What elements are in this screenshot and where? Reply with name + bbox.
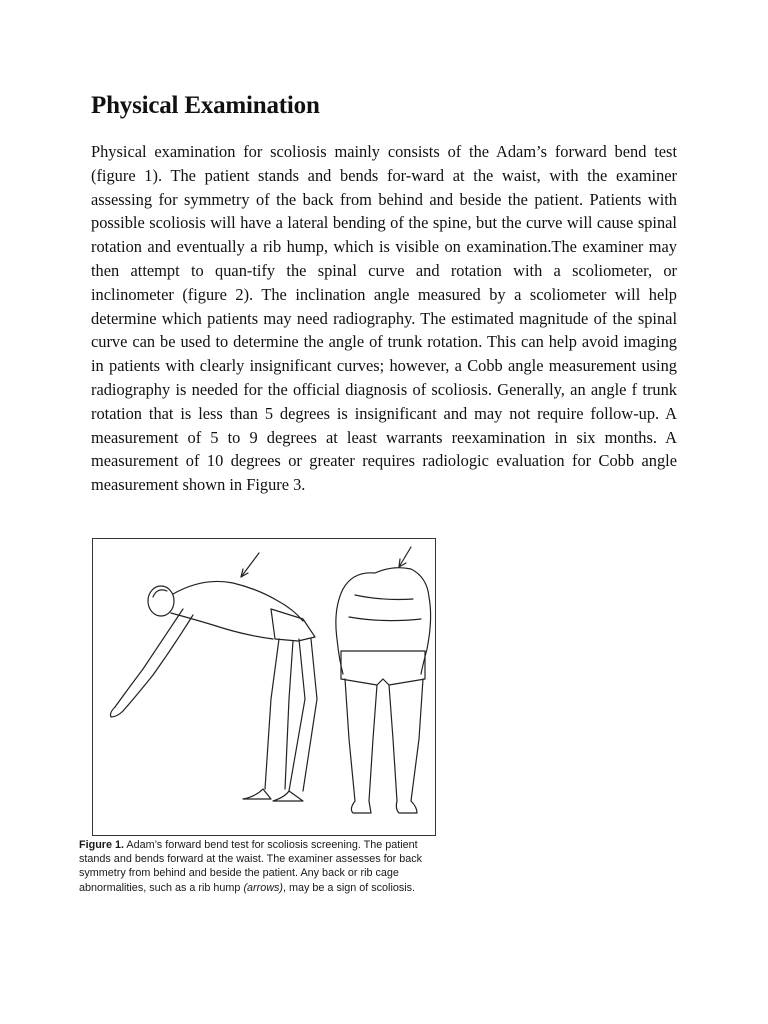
figure-caption [79,838,445,895]
figure-1 [79,538,444,896]
figure-caption-arrows: (arrows) [243,881,284,894]
figure-caption-text-part2: , may be a sign of scoliosis. [283,881,416,894]
side-view-figure [111,553,318,801]
back-view-figure [336,547,431,813]
forward-bend-illustration-icon [93,539,437,837]
body-paragraph: Physical examination for scoliosis mainly consists of the Adam’s forward bend test (figure 1). The patient stands and bends for-ward at the waist, with the examiner assessing for symmetry of the back from behind and beside the patient. Patients with possible scoliosis will have a lateral bending of the spine, but the curve will cause spinal rotation and eventually a rib hump, which is visible on examination.The examiner may then attempt to quan-tify the spinal curve and rotation with a scoliometer, or inclinometer (figure 2). The inclination angle measured by a scoliometer will help determine which patients may need radiography. The estimated magnitude of the spinal curve can be used to determine the angle of trunk rotation. This can help avoid imaging in patients with clearly insignificant curves; however, a Cobb angle measurement using radiography is needed for the official diagnosis of scoliosis. Generally, an angle f trunk rotation that is less than 5 degrees is insignificant and may not require follow-up. A measurement of 5 to 9 degrees at least warrants reexamination in six months. A measurement of 10 degrees or greater requires radiologic evaluation for Cobb angle measurement shown in Figure 3. [91,142,677,495]
figure-caption-label: Figure 1. [79,839,124,851]
figure-illustration-frame [92,538,436,836]
figure-caption-text-part1: Adam’s forward bend test for scoliosis screening. The patient stands and bends forward at the waist. The examiner assesses for back symmetry from behind and beside the patient. Any back or rib cage abnormalities, such as a rib hump [79,839,423,894]
page-title: Physical Examination [91,92,320,119]
